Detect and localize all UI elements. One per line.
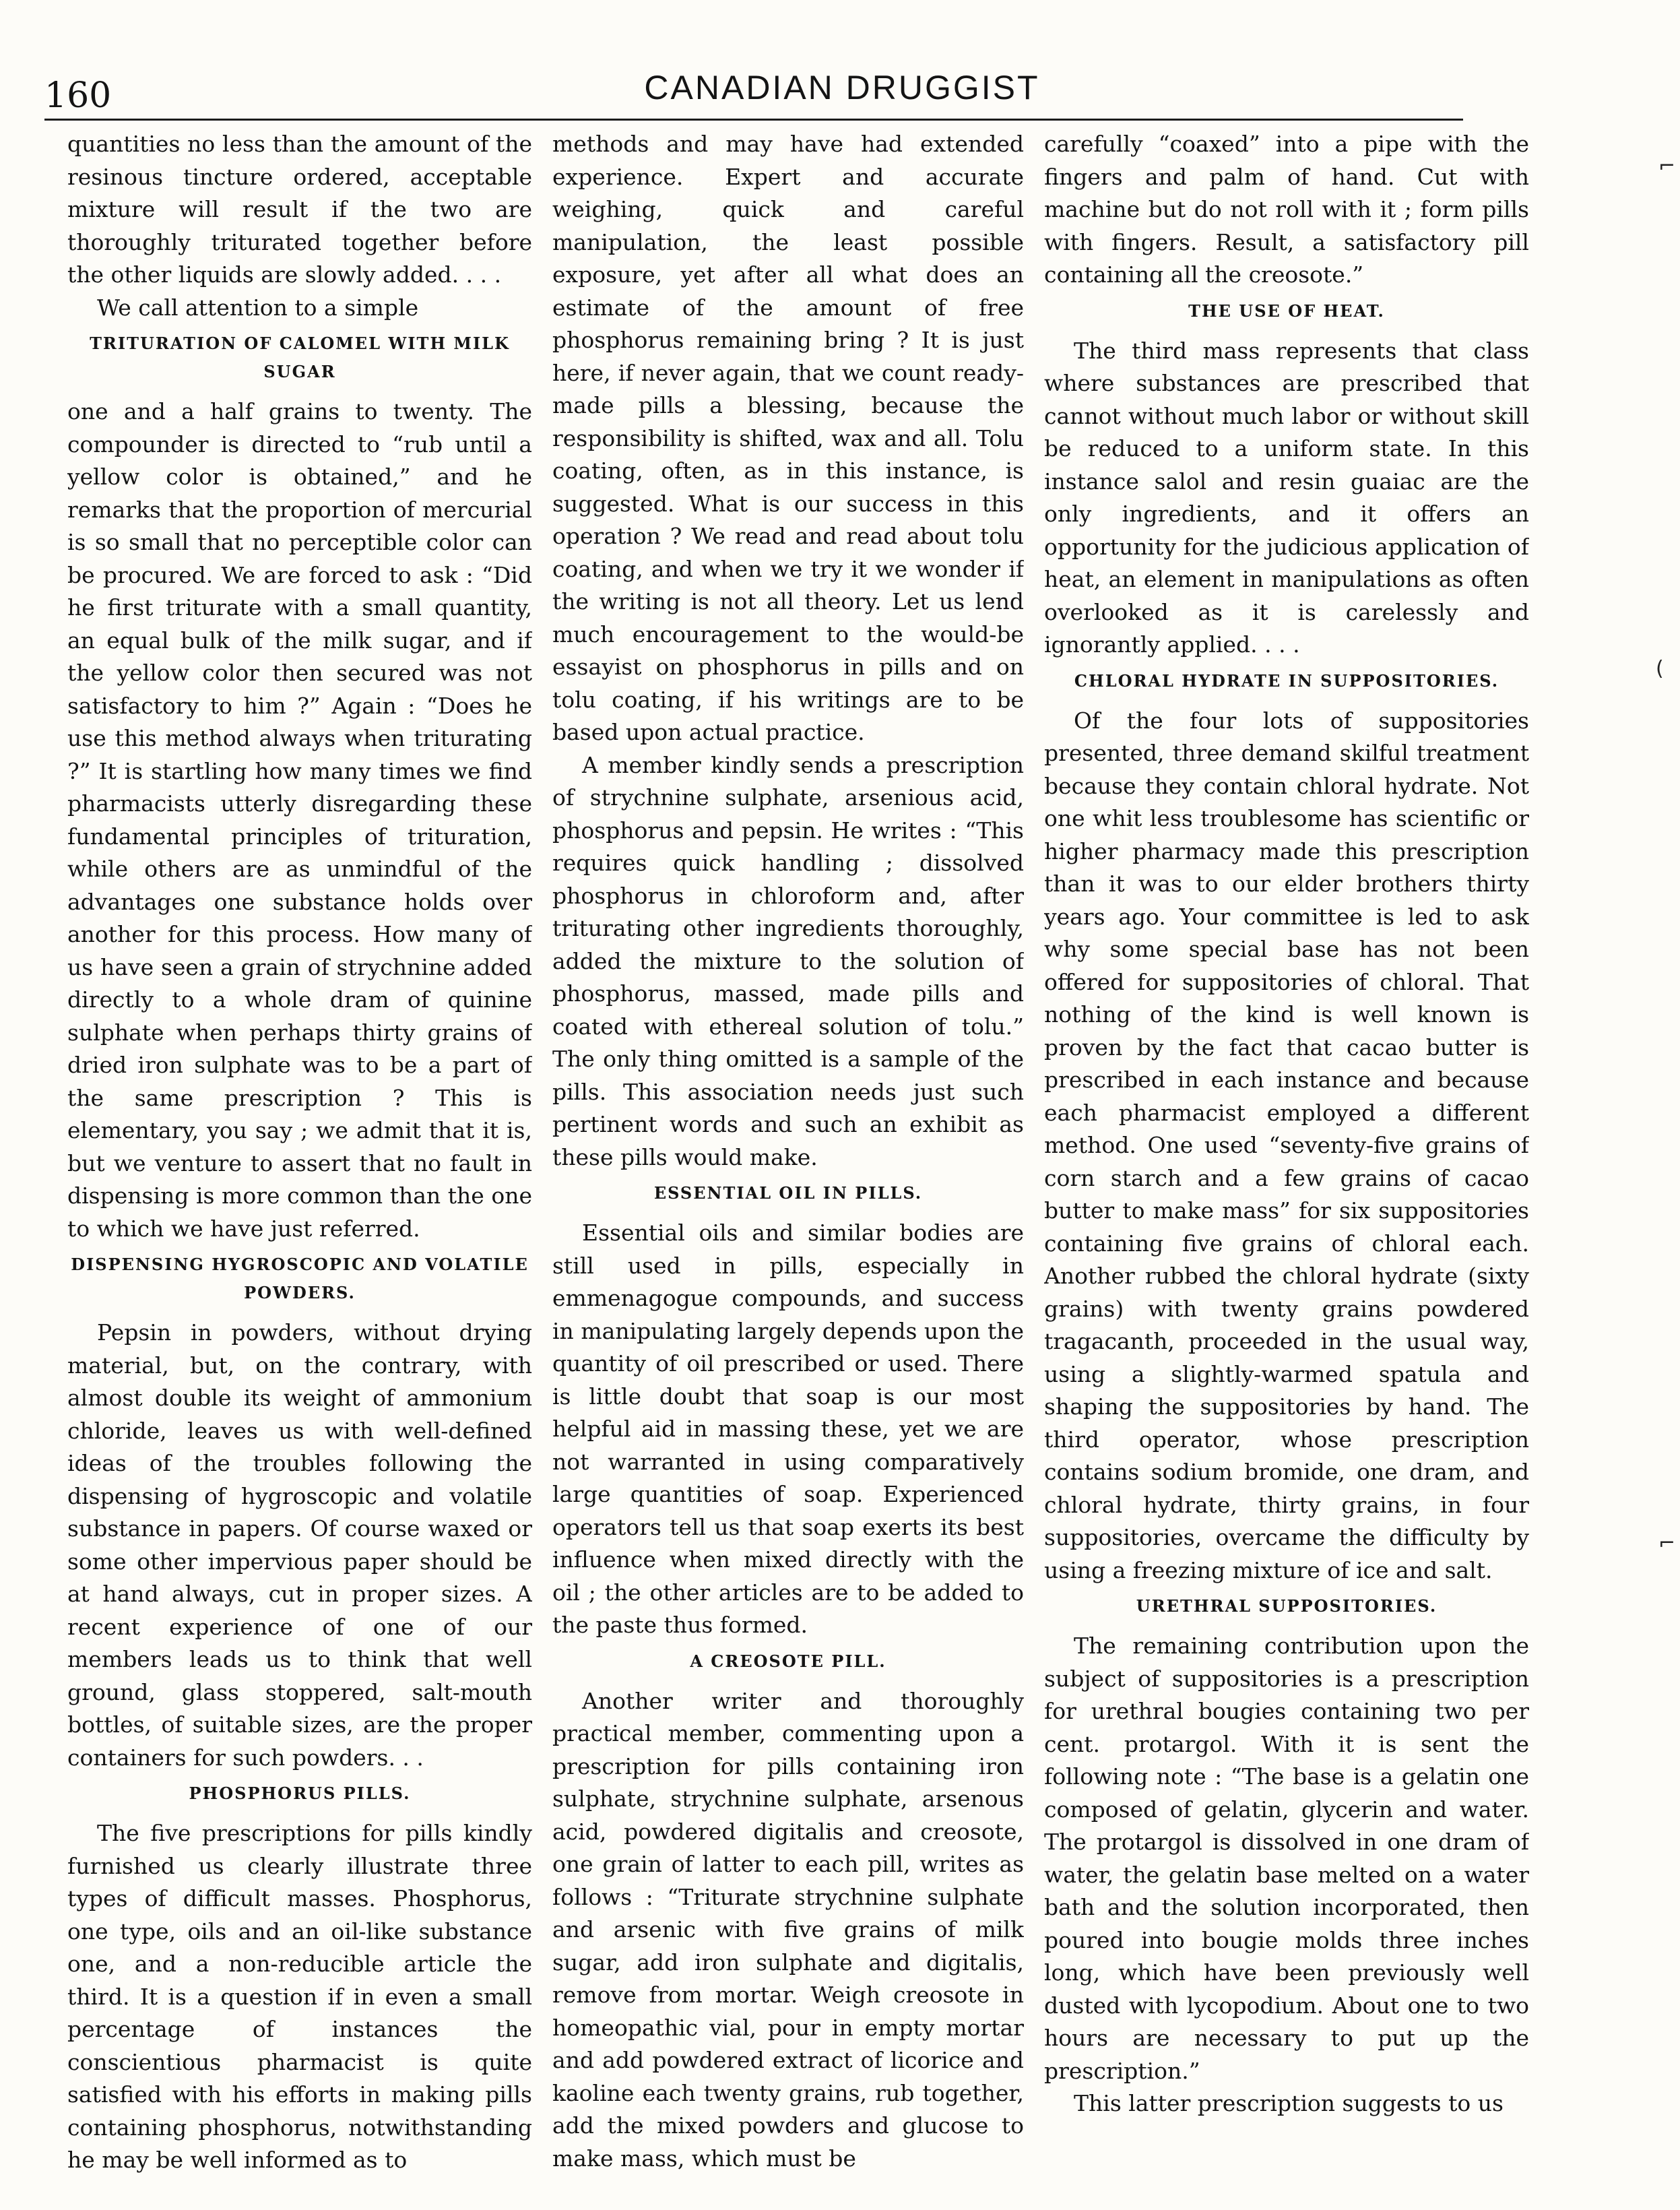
paragraph: Essential oils and similar bodies are still used in pills, especially in emmenagogue compounds, and success in manipulating largely depends upon the quantity of oil prescribed or used. There is little doubt that soap is our most helpful aid in massing these, yet we are not warranted in using comparatively large quantities of soap. Experienced operators tell us that soap exerts its best influence when mixed directly with the oil ; the other articles are to be added to the paste thus formed. <box>552 1220 1024 1638</box>
paragraph: The third mass represents that class where substances are prescribed that cannot without much labor or without skill be reduced to a uniform state. In this instance salol and resin guaiac are the only ingredients, and it offers an opportunity for the judicious application of heat, an element in manipulations as often overlooked as it is carelessly and ignorantly applied. . . . <box>1044 337 1529 658</box>
paragraph: We call attention to a simple <box>97 294 419 321</box>
journal-title: CANADIAN DRUGGIST <box>644 69 1040 106</box>
margin-mark-top: ⌐ <box>1658 154 1676 178</box>
section-heading: A CREOSOTE PILL. <box>690 1651 886 1671</box>
section-heading: TRITURATION OF CALOMEL WITH MILK SUGAR <box>90 334 510 381</box>
section-heading: URETHRAL SUPPOSITORIES. <box>1136 1596 1437 1616</box>
paragraph: The five prescriptions for pills kindly furnished us clearly illustrate three types of difficult masses. Phosphorus, one type, oils and an oil-like substance one, and a non-reducible article the third. It is a question if in even a small percentage of instances the conscientious pharmacist is quite satisfied with his efforts in making pills containing phosphorus, notwithstanding he may be well informed as to <box>67 1820 532 2173</box>
text-column-2 <box>552 128 1024 2194</box>
section-heading: PHOSPHORUS PILLS. <box>189 1783 411 1803</box>
section-heading: CHLORAL HYDRATE IN SUPPOSITORIES. <box>1074 670 1499 691</box>
section-heading: ESSENTIAL OIL IN PILLS. <box>653 1183 923 1203</box>
paragraph: one and a half grains to twenty. The compounder is directed to “rub until a yellow color is obtained,” and he remarks that the proportion of mercurial is so small that no perceptible color can be procured. We are forced to ask : “Did he first triturate with a small quantity, an equal bulk of the milk sugar, and if the yellow color then secured was not satisfactory to him ?” Again : “Does he use this method always when triturating ?” It is startling how many times we find pharmacists utterly disregarding these fundamental principles of trituration, while others are as unmindful of the advantages one substance holds over another for this process. How many of us have seen a grain of strychnine added directly to a whole dram of quinine sulphate when perhaps thirty grains of dried iron sulphate was to be a part of the same prescription ? This is elementary, you say ; we admit that it is, but we venture to assert that no fault in dispensing is more common than the one to which we have just referred. <box>67 398 532 1242</box>
section-heading: DISPENSING HYGROSCOPIC AND VOLATILE POWDERS. <box>71 1255 529 1302</box>
margin-mark-middle: ( <box>1656 657 1664 681</box>
margin-mark-lower: ⌐ <box>1658 1532 1676 1555</box>
section-heading: THE USE OF HEAT. <box>1188 301 1385 321</box>
header-rule <box>44 119 1463 121</box>
page-number: 160 <box>44 75 112 116</box>
paragraph: Another writer and thoroughly practical member, commenting upon a prescription for pills containing iron sulphate, strychnine sulphate, arsenous acid, powdered digitalis and creosote, one grain of latter to each pill, writes as follows : “Triturate strychnine sulphate and arsenic with five grains of milk sugar, add iron sulphate and digitalis, remove from mortar. Weigh creosote in homeopathic vial, pour in empty mortar and add powdered extract of licorice and kaoline each twenty grains, rub together, add the mixed powders and glucose to make mass, which must be <box>552 1687 1024 2172</box>
paragraph: quantities no less than the amount of the resinous tincture ordered, acceptable mixture will result if the two are thoroughly triturated together before the other liquids are slowly added. . . . <box>67 131 532 288</box>
paragraph: The remaining contribution upon the subject of suppositories is a prescription for urethral bougies containing two per cent. protargol. With it is sent the following note : “The base is a gelatin one composed of gelatin, glycerin and water. The protargol is dissolved in one dram of water, the gelatin base melted on a water bath and the solution incorporated, then poured into bougie molds three inches long, which have been previously well dusted with lycopodium. About one to two hours are necessary to put up the prescription.” <box>1044 1633 1529 2084</box>
paragraph: methods and may have had extended experience. Expert and accurate weighing, quick and careful manipulation, the least possible exposure, yet after all what does an estimate of the amount of free phosphorus remaining bring ? It is just here, if never again, that we count ready-made pills a blessing, because the responsibility is shifted, wax and all. Tolu coating, often, as in this instance, is suggested. What is our success in this operation ? We read and read about tolu coating, and when we try it we wonder if the writing is not all theory. Let us lend much encouragement to the would-be essayist on phosphorus in pills and on tolu coating, if his writings are to be based upon actual practice. <box>552 131 1024 745</box>
text-column-3 <box>1044 128 1529 2194</box>
paragraph: A member kindly sends a prescription of strychnine sulphate, arsenious acid, phosphorus and pepsin. He writes : “This requires quick handling ; dissolved phosphorus in chloroform and, after triturating other ingredients thoroughly, added the mixture to the solution of phosphorus, massed, made pills and coated with ethereal solution of tolu.” The only thing omitted is a sample of the pills. This association needs just such pertinent words and such an exhibit as these pills would make. <box>552 751 1024 1170</box>
paragraph: Of the four lots of suppositories presented, three demand skilful treatment because they contain chloral hydrate. Not one whit less troublesome has scientific or higher pharmacy made this prescription than it was to our elder brothers thirty years ago. Your committee is led to ask why some special base has not been offered for suppositories of chloral. That nothing of the kind is well known is proven by the fact that cacao butter is prescribed in each instance and because each pharmacist employed a different method. One used “seventy-five grains of corn starch and a few grains of cacao butter to make mass” for six suppositories containing five grains of chloral each. Another rubbed the chloral hydrate (sixty grains) with twenty grains powdered tragacanth, proceeded in the usual way, using a slightly-warmed spatula and shaping the suppositories by hand. The third operator, whose prescription contains sodium bromide, one dram, and chloral hydrate, thirty grains, in four suppositories, overcame the difficulty by using a freezing mixture of ice and salt. <box>1044 707 1529 1583</box>
paragraph: carefully “coaxed” into a pipe with the fingers and palm of hand. Cut with machine but do not roll with it ; form pills with fingers. Result, a satisfactory pill containing all the creosote.” <box>1044 131 1529 288</box>
text-column-1 <box>67 128 532 2194</box>
paragraph: This latter prescription suggests to us <box>1074 2090 1504 2116</box>
paragraph: Pepsin in powders, without drying material, but, on the contrary, with almost double its weight of ammonium chloride, leaves us with well-defined ideas of the troubles following the dispensing of hygroscopic and volatile substance in papers. Of course waxed or some other impervious paper should be at hand always, cut in proper sizes. A recent experience of one of our members leads us to think that well ground, glass stoppered, salt-mouth bottles, of suitable sizes, are the proper containers for such powders. . . <box>67 1319 532 1771</box>
